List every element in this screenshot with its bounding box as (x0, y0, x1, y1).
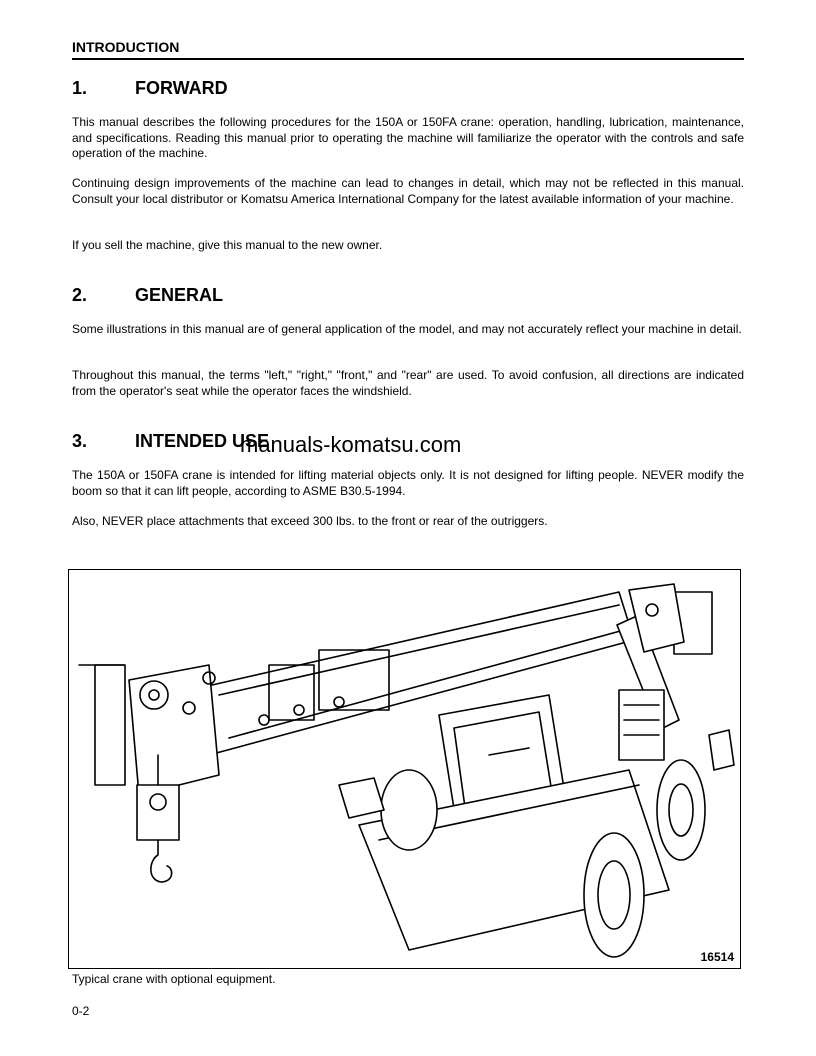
section-title: GENERAL (135, 285, 224, 305)
paragraph: Also, NEVER place attachments that exceed 300 lbs. to the front or rear of the outriggers. (72, 514, 548, 528)
paragraph: Continuing design improvements of the machine can lead to changes in detail, which may not be reflected in this manual. Consult your local distributor or Komatsu America International Company for the latest available information of your machine. (72, 176, 744, 206)
section-title: FORWARD (135, 78, 228, 98)
paragraph: Throughout this manual, the terms "left," "right," "front," and "rear" are used. To avoid confusion, all directions are indicated from the operator's seat while the operator faces the windshield. (72, 368, 744, 398)
section-number: 2. (72, 285, 88, 305)
paragraph: If you sell the machine, give this manual to the new owner. (72, 238, 383, 252)
page-header-title: INTRODUCTION (72, 39, 180, 55)
page-number: 0-2 (72, 1004, 90, 1018)
section-number: 3. (72, 431, 88, 451)
figure-number: 16514 (700, 950, 734, 964)
section-number: 1. (72, 78, 88, 98)
watermark: manuals-komatsu.com (240, 432, 462, 457)
crane-illustration-frame (68, 569, 741, 969)
paragraph: This manual describes the following procedures for the 150A or 150FA crane: operation, handling, lubrication, maintenance, and specifications. Reading this manual prior to operating the machine will familiarize the operator with the controls and safe operation of the machine. (72, 115, 744, 160)
section-title: INTENDED USE (135, 431, 270, 451)
crane-illustration (69, 570, 739, 967)
paragraph: The 150A or 150FA crane is intended for lifting material objects only. It is not designed for lifting people. NEVER modify the boom so that it can lift people, according to ASME B30.5-1994. (72, 468, 744, 498)
page-header (72, 40, 744, 60)
paragraph: Some illustrations in this manual are of general application of the model, and may not accurately reflect your machine in detail. (72, 322, 742, 336)
figure-caption: Typical crane with optional equipment. (72, 972, 276, 986)
